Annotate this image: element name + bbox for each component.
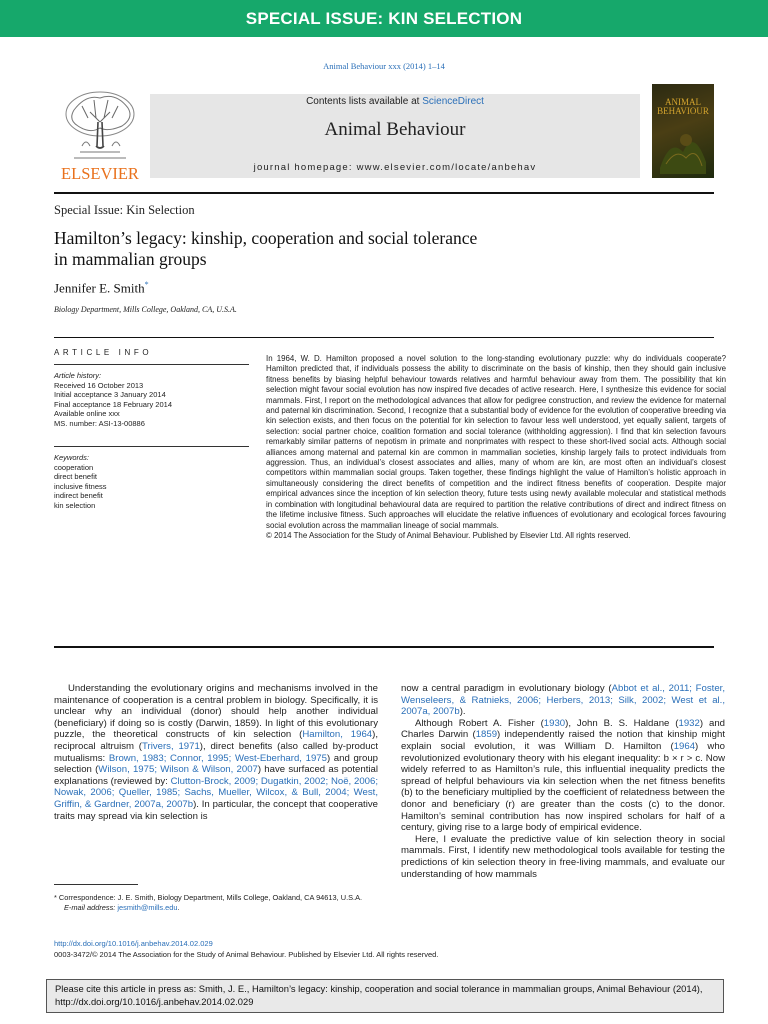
keyword-item: direct benefit	[54, 472, 97, 482]
contents-available-text	[150, 96, 640, 107]
email-label: E-mail address:	[64, 903, 118, 912]
text-run: now a central paradigm in evolutionary biology (	[401, 683, 612, 694]
journal-title: Animal Behaviour	[324, 119, 466, 140]
keywords-label: Keywords:	[54, 453, 90, 462]
cite-this-article-box: Please cite this article in press as: Smith, J. E., Hamilton’s legacy: kinship, cooperation and social tolerance in mammalian groups, Animal Behaviour (2014), http://dx.doi.org/10.1016/j.anbehav.2014.02.029	[46, 979, 724, 1013]
text-run: ) who revolutionized evolutionary theory with his elegant inequality: b × r > c. Now widely referred to as Hamilton’s rule, this influential inequality predicts the spread of helpful behaviours via kin selection when the net fitness benefits (b) to the beneficiary multiplied by the coefficient of relatedness between the donor and beneficiary (r) are greater than the costs (c) to the donor. Hamilton’s seminal contribution has now inspired scholars for half of a century, giving rise to a large body of empirical evidence.	[401, 740, 726, 834]
correspondence-footnote	[54, 893, 378, 913]
keywords-rule	[54, 446, 249, 447]
reference-link[interactable]: Wilson, 1975; Wilson & Wilson, 2007	[98, 764, 258, 776]
text-run: ).	[459, 706, 466, 718]
history-final-acceptance: Final acceptance 18 February 2014	[54, 399, 172, 409]
journal-info-box	[150, 94, 640, 178]
text-run: ), John B. S. Haldane (	[565, 717, 679, 729]
article-title-line2: in mammalian groups	[54, 249, 207, 269]
reference-link[interactable]: Hamilton, 1964	[302, 729, 373, 741]
history-available-online: Available online xxx	[54, 409, 120, 419]
journal-homepage[interactable]: journal homepage: www.elsevier.com/locate/anbehav	[253, 162, 537, 173]
reference-link[interactable]: 1859	[475, 729, 498, 741]
text-run: ), direct benefits (also called by-product mutualisms:	[54, 740, 378, 764]
body-column-left	[54, 683, 378, 822]
abstract-copyright: © 2014 The Association for the Study of Animal Behaviour. Published by Elsevier Ltd. All rights reserved.	[266, 530, 631, 540]
history-ms-number: MS. number: ASI-13-00886	[54, 418, 145, 428]
history-initial-acceptance: Initial acceptance 3 January 2014	[54, 390, 166, 400]
body-paragraph: Here, I evaluate the predictive value of kin selection theory in social mammals. First, I identify new methodological tools available for testing the predictions of kin selection theory in free-living mammals, and evaluate our understanding of how mammals	[401, 833, 725, 880]
text-run: ). In particular, the concept that cooperative traits may spread via kin selection is	[54, 798, 378, 822]
info-top-rule	[54, 337, 714, 338]
reference-link[interactable]: 1930	[543, 717, 566, 729]
keyword-item: cooperation	[54, 462, 94, 472]
keyword-item: inclusive fitness	[54, 481, 107, 491]
keyword-item: kin selection	[54, 500, 96, 510]
text-run: Although Robert A. Fisher (	[415, 717, 544, 729]
issn-copyright: 0003-3472/© 2014 The Association for the Study of Animal Behaviour. Published by Elsevier Ltd. All rights reserved.	[54, 950, 439, 959]
text-run: ), reciprocal altruism (	[54, 729, 378, 752]
author-name	[54, 280, 149, 296]
reference-link[interactable]: 1932	[678, 717, 700, 729]
history-received: Received 16 October 2013	[54, 380, 144, 390]
journal-masthead	[54, 84, 714, 184]
article-info-rule	[54, 364, 249, 365]
correspondence-mark[interactable]: *	[144, 280, 149, 289]
article-section-label: Special Issue: Kin Selection	[54, 203, 195, 217]
reference-link[interactable]: 1964	[673, 740, 696, 752]
cover-title-line1: ANIMAL	[665, 97, 701, 107]
abstract	[266, 354, 726, 541]
text-run: Understanding the evolutionary origins and mechanisms involved in the maintenance of cooperation is a central problem in biology. Specifically, it is unclear why an individual (donor) should help another individual (beneficiary) if doing so is costly (Darwin, 1859). In light of this evolutionary puzzle, the theoretical constructs of kin selection (	[54, 683, 378, 741]
cover-title-line2: BEHAVIOUR	[657, 106, 709, 116]
elsevier-tree-icon	[60, 88, 140, 162]
footnote-email-line	[54, 903, 378, 913]
doi-link[interactable]: http://dx.doi.org/10.1016/j.anbehav.2014.02.029	[54, 939, 213, 948]
header-rule	[54, 192, 714, 194]
cover-title	[652, 98, 714, 116]
article-info-heading: ARTICLE INFO	[54, 348, 153, 357]
abstract-bottom-rule	[54, 646, 714, 648]
article-history-label: Article history:	[54, 371, 102, 380]
reference-link[interactable]: Trivers, 1971	[142, 740, 200, 752]
reference-link[interactable]: Clutton-Brock, 2009; Dugatkin, 2002; Noë, 2006; Nowak, 2006; Queller, 1985; Sachs, Mueller, Wilcox, & Bull, 2004; West, Griffin, & Gardner, 2007a, 2007b	[54, 775, 378, 810]
text-run: ) and Charles Darwin (	[401, 717, 725, 741]
elsevier-wordmark: ELSEVIER	[61, 164, 139, 183]
abstract-text: In 1964, W. D. Hamilton proposed a novel solution to the long-standing evolutionary puzzle: why do individuals cooperate? Hamilton predicted that, if individuals possess the ability to discriminate on the basis of kinship, then they should gain inclusive fitness benefits by biasing helpful behaviour towards relatives and harmful behaviour away from them. The possibility that kin selection might favour social evolution has now inspired five decades of active research. Here, I synthesize this evidence for social mammals. First, I report on the methodological advances that allow for pedigree construction, and review the evidence for maternal and paternal kin discrimination. Second, I recognize that a substantial body of evidence for the evolution of cooperative breeding via kin selection exists, and then focus on the potential for kin selection to favour less well understood, yet equally salient, targets of selection: social partner choice, coalition formation and social tolerance (withholding aggression). I find that kin selection favours remarkably similar patterns of nepotism in primate and nonprimates with respect to these short-lived social acts. Although social alliances among maternal and paternal kin are common in mammalian societies, kinship largely fails to protect individuals from aggression. Thus, an individual’s closest associates and allies, many of whom are kin, are most often an individual’s closest competitors within mammalian social groups. Taken together, these findings highlight the value of Hamilton’s holistic approach in simultaneously considering the direct benefits of competition and the indirect fitness benefits of cooperation. Despite major empirical advances since the inception of kin selection theory, future tests using newly available molecular and statistical methods in combination with longitudinal behavioural data are required to partition the relative contributions of direct and indirect fitness on the lifetime inclusive fitness. Such approaches will elucidate the relative influences of evolutionary and ecological forces favouring social evolution across the mammalian lineage of social mammals.	[266, 354, 726, 530]
keywords-list	[54, 453, 249, 511]
email-end: .	[177, 903, 180, 912]
sciencedirect-link[interactable]: ScienceDirect	[422, 96, 484, 107]
cover-foliage-icon	[656, 118, 710, 174]
text-run: ) and group selection (	[54, 752, 379, 776]
article-title-line1: Hamilton’s legacy: kinship, cooperation and social tolerance	[54, 228, 478, 248]
text-run: ) independently raised the notion that kinship might explain social evolution, it was William D. Hamilton (	[401, 729, 725, 752]
keyword-item: indirect benefit	[54, 491, 103, 501]
body-paragraph	[401, 683, 725, 718]
article-history	[54, 371, 249, 429]
journal-citation-link[interactable]: Animal Behaviour xxx (2014) 1–14	[323, 61, 445, 71]
reference-link[interactable]: Abbot et al., 2011; Foster, Wenseleers, & Ratnieks, 2006; Herbers, 2013; Silk, 2002; West et al., 2007a, 2007b	[401, 683, 725, 718]
footnote-text: * Correspondence: J. E. Smith, Biology Department, Mills College, Oakland, CA 94613, U.S.A.	[54, 893, 363, 902]
text-run: ) have surfaced as potential explanations (reviewed by:	[54, 764, 378, 787]
body-column-right	[401, 683, 725, 880]
reference-link[interactable]: Brown, 1983; Connor, 1995; West-Eberhard, 1975	[108, 752, 327, 764]
article-title	[54, 228, 614, 270]
body-paragraph	[401, 718, 725, 834]
body-paragraph	[54, 683, 378, 822]
contents-prefix: Contents lists available at	[306, 96, 423, 107]
author-affiliation: Biology Department, Mills College, Oakland, CA, U.S.A.	[54, 305, 237, 314]
special-issue-banner: SPECIAL ISSUE: KIN SELECTION	[0, 0, 768, 37]
footnote-rule	[54, 884, 138, 885]
elsevier-logo[interactable]	[54, 84, 146, 184]
journal-cover-image[interactable]	[652, 84, 714, 178]
author-text: Jennifer E. Smith	[54, 280, 145, 296]
email-link[interactable]: jesmith@mills.edu	[117, 903, 178, 912]
